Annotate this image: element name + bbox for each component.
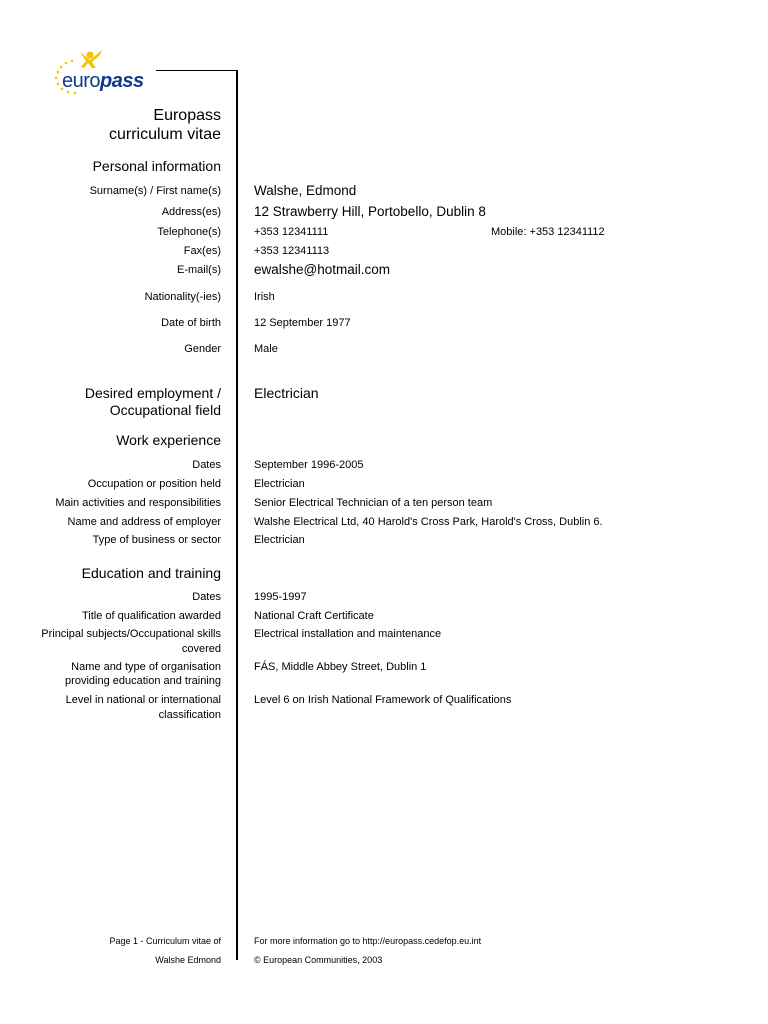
subjects-label-line2: covered <box>181 643 221 655</box>
telephone-label: Telephone(s) <box>157 226 221 238</box>
fax-label: Fax(es) <box>183 245 221 257</box>
occupation-label: Occupation or position held <box>87 478 221 490</box>
footer-left-line2: Walshe Edmond <box>155 955 221 965</box>
qualification-value: National Craft Certificate <box>254 610 374 622</box>
employer-value: Walshe Electrical Ltd, 40 Harold's Cross Park, Harold's Cross, Dublin 6. <box>254 516 603 528</box>
address-value: 12 Strawberry Hill, Portobello, Dublin 8 <box>254 204 486 219</box>
desired-employment-label-line1: Desired employment / <box>84 385 221 401</box>
telephone-value: +353 12341111 <box>254 226 329 238</box>
edu-dates-label: Dates <box>192 591 221 603</box>
section-personal-heading: Personal information <box>92 158 221 174</box>
work-dates-value: September 1996-2005 <box>254 459 364 471</box>
gender-label: Gender <box>184 343 221 355</box>
business-value: Electrician <box>254 534 305 546</box>
email-label: E-mail(s) <box>177 264 221 276</box>
employer-label: Name and address of employer <box>67 516 221 528</box>
section-education-heading: Education and training <box>81 565 221 581</box>
subjects-label-line1: Principal subjects/Occupational skills <box>41 628 221 640</box>
cv-title-line2: curriculum vitae <box>108 126 221 143</box>
edu-dates-value: 1995-1997 <box>254 591 307 603</box>
level-value: Level 6 on Irish National Framework of Qualifications <box>254 694 512 706</box>
dob-value: 12 September 1977 <box>254 317 351 329</box>
level-label-line1: Level in national or international <box>65 694 221 706</box>
work-dates-label: Dates <box>192 459 221 471</box>
level-label-line2: classification <box>158 709 221 721</box>
logo-wordmark: europass <box>62 70 144 92</box>
desired-employment-value: Electrician <box>254 385 319 401</box>
organisation-value: FÁS, Middle Abbey Street, Dublin 1 <box>254 661 427 673</box>
footer-right-line2: © European Communities, 2003 <box>254 955 383 965</box>
name-value: Walshe, Edmond <box>254 183 357 198</box>
qualification-label: Title of qualification awarded <box>81 610 221 622</box>
desired-employment-label-line2: Occupational field <box>109 402 221 418</box>
column-divider <box>236 70 238 960</box>
activities-value: Senior Electrical Technician of a ten person team <box>254 497 493 509</box>
mobile-value: Mobile: +353 12341112 <box>491 226 605 238</box>
section-work-heading: Work experience <box>116 432 221 448</box>
header-rule <box>156 70 238 71</box>
fax-value: +353 12341113 <box>254 245 330 257</box>
cv-title-line1: Europass <box>153 107 221 124</box>
footer-right-line1[interactable]: For more information go to http://europass.cedefop.eu.int <box>254 936 482 946</box>
footer-left-line1: Page 1 - Curriculum vitae of <box>109 936 221 946</box>
name-label: Surname(s) / First name(s) <box>89 185 221 197</box>
business-label: Type of business or sector <box>92 534 221 546</box>
dob-label: Date of birth <box>161 317 221 329</box>
address-label: Address(es) <box>161 206 221 218</box>
figure-icon <box>80 50 102 68</box>
organisation-label-line1: Name and type of organisation <box>71 661 221 673</box>
organisation-label-line2: providing education and training <box>65 675 221 687</box>
subjects-value: Electrical installation and maintenance <box>254 628 442 640</box>
nationality-value: Irish <box>254 291 275 303</box>
activities-label: Main activities and responsibilities <box>55 497 221 509</box>
nationality-label: Nationality(-ies) <box>144 291 221 303</box>
occupation-value: Electrician <box>254 478 305 490</box>
email-value[interactable]: ewalshe@hotmail.com <box>254 262 391 277</box>
gender-value: Male <box>254 343 278 355</box>
